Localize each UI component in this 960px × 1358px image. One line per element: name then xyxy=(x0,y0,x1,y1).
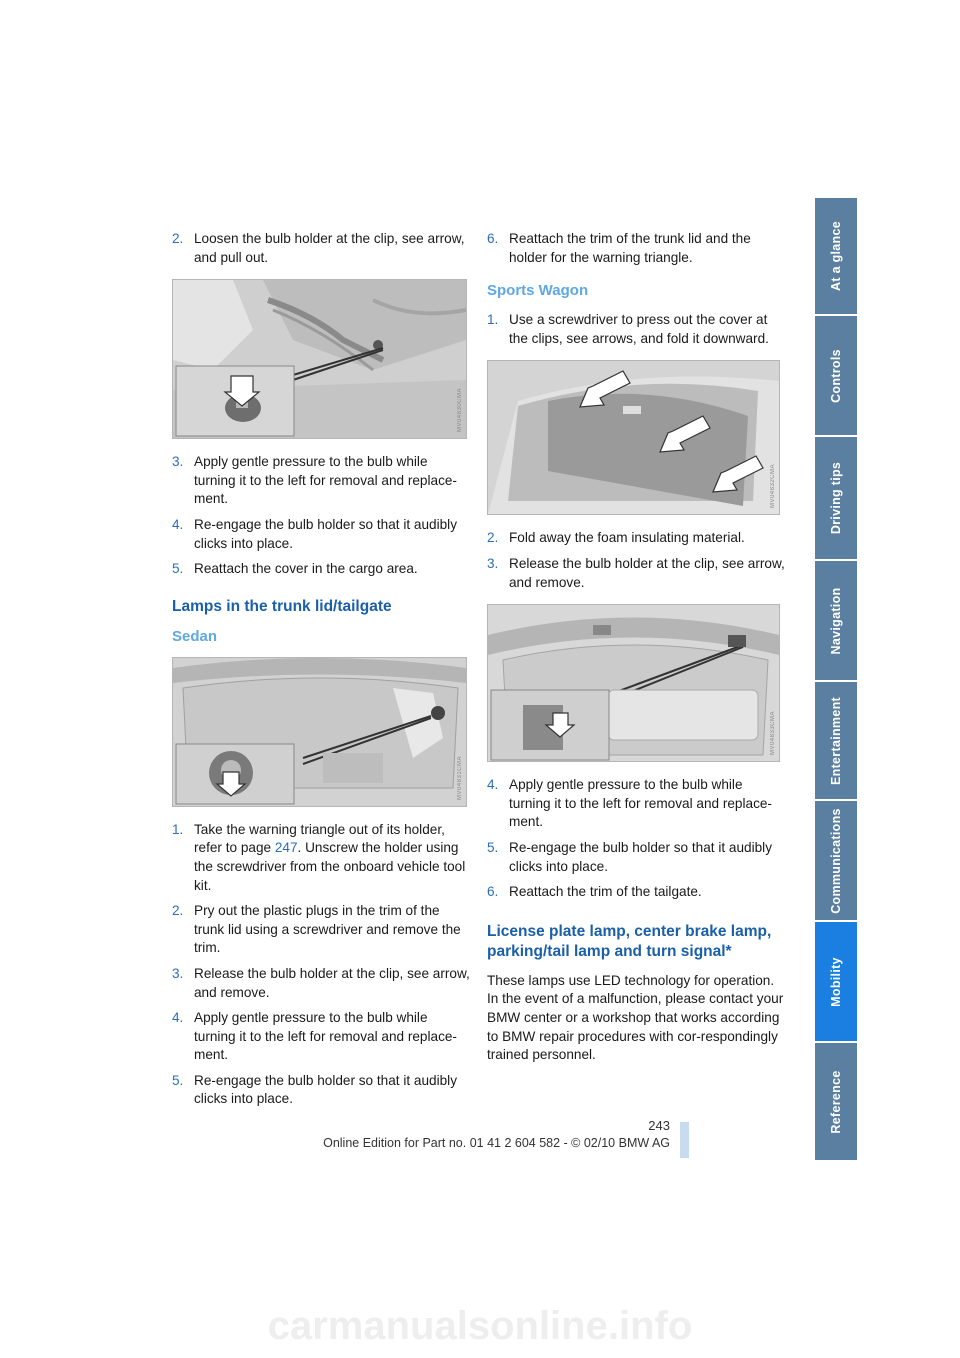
step-item xyxy=(172,516,472,553)
figure-code: MV04832CMA xyxy=(770,464,776,509)
step-text: Apply gentle pressure to the bulb while turning it to the left for removal and replace-ment. xyxy=(509,777,772,830)
figure-code: MV04833CMA xyxy=(770,711,776,756)
step-item xyxy=(487,839,787,876)
tab-label: Reference xyxy=(829,1069,843,1134)
step-text: Apply gentle pressure to the bulb while turning it to the left for removal and replace-ment. xyxy=(194,454,457,507)
trunk-lid-illustration xyxy=(173,658,466,806)
step-item xyxy=(487,883,787,902)
step-text: Use a screwdriver to press out the cover at the clips, see arrows, and fold it downward. xyxy=(509,312,769,346)
step-item xyxy=(172,902,472,958)
tab-mobility[interactable] xyxy=(815,922,857,1043)
tab-at-a-glance[interactable] xyxy=(815,198,857,316)
step-item xyxy=(487,311,787,348)
footer-edition-text: Online Edition for Part no. 01 41 2 604 582 - © 02/10 BMW AG xyxy=(323,1136,670,1150)
step-number: 5. xyxy=(172,1072,184,1088)
step-item xyxy=(487,555,787,592)
tab-entertainment[interactable] xyxy=(815,682,857,801)
tab-label: Communications xyxy=(829,807,843,914)
step-number: 1. xyxy=(487,312,499,328)
footer-accent-bar xyxy=(680,1122,689,1158)
page-link[interactable]: 247 xyxy=(274,840,298,856)
step-item xyxy=(487,230,787,267)
step-text: Fold away the foam insulating material. xyxy=(509,530,745,546)
step-item xyxy=(487,529,787,548)
tab-navigation[interactable] xyxy=(815,561,857,682)
figure-code: MV04831CMA xyxy=(457,755,463,800)
right-column xyxy=(487,230,787,1065)
watermark: carmanualsonline.info xyxy=(267,1304,693,1348)
tailgate-bulb-illustration xyxy=(488,605,779,761)
step-text: Re-engage the bulb holder so that it audibly clicks into place. xyxy=(509,839,772,874)
step-text: Loosen the bulb holder at the clip, see arrow, and pull out. xyxy=(194,231,465,265)
step-number: 4. xyxy=(172,1010,184,1026)
step-text xyxy=(194,821,472,895)
section-heading-lamps: Lamps in the trunk lid/tailgate xyxy=(172,597,392,615)
step-item xyxy=(172,1009,472,1065)
step-number: 4. xyxy=(487,777,499,793)
step-number: 5. xyxy=(487,839,499,855)
step-text: Release the bulb holder at the clip, see arrow, and remove. xyxy=(194,965,470,1000)
step-number: 3. xyxy=(487,555,499,571)
left-column xyxy=(172,230,472,1116)
step-item xyxy=(172,560,472,579)
tab-label: At a glance xyxy=(829,221,843,291)
step-number: 6. xyxy=(487,884,499,900)
figure-wagon-bulb-holder xyxy=(487,604,780,762)
step-item xyxy=(172,965,472,1002)
page-number: 243 xyxy=(648,1118,670,1133)
step-text: Re-engage the bulb holder so that it audibly clicks into place. xyxy=(194,1072,457,1107)
figure-code: MV04830CMA xyxy=(457,388,463,433)
step-number: 3. xyxy=(172,965,184,981)
step-number: 2. xyxy=(172,903,184,919)
figure-bulb-holder-cargo xyxy=(172,279,467,439)
tab-label: Navigation xyxy=(829,587,843,654)
step-number: 3. xyxy=(172,454,184,470)
step-number: 2. xyxy=(487,530,499,546)
step-text: Release the bulb holder at the clip, see arrow, and remove. xyxy=(509,555,785,590)
step-item xyxy=(172,230,472,267)
tab-reference[interactable] xyxy=(815,1043,857,1162)
tab-label: Driving tips xyxy=(829,461,843,535)
step-number: 2. xyxy=(172,231,184,246)
step-item xyxy=(172,453,472,509)
section-heading-license-plate: License plate lamp, center brake lamp, parking/tail lamp and turn signal* xyxy=(487,922,772,960)
step-text-part: Take the warning triangle out of its holder, refer to page xyxy=(194,821,445,856)
step-number: 1. xyxy=(172,821,184,837)
step-text: Pry out the plastic plugs in the trim of the trunk lid using a screwdriver and remove the trim. xyxy=(194,903,461,956)
tab-label: Mobility xyxy=(829,956,843,1007)
step-item xyxy=(172,1072,472,1109)
step-number: 5. xyxy=(172,561,184,577)
tab-controls[interactable] xyxy=(815,316,857,437)
step-text: Apply gentle pressure to the bulb while turning it to the left for removal and replace-ment. xyxy=(194,1010,457,1063)
license-paragraph: These lamps use LED technology for operation. In the event of a malfunction, please contact your BMW center or a workshop that works according to BMW repair procedures with cor-respondingly trained personnel. xyxy=(487,972,784,1063)
step-number: 4. xyxy=(172,516,184,532)
step-text: Reattach the trim of the tailgate. xyxy=(509,884,702,900)
step-text-part: . Unscrew the holder using the screwdriver from the onboard vehicle tool kit. xyxy=(194,840,466,893)
subheading-sports-wagon: Sports Wagon xyxy=(487,282,589,300)
tab-driving-tips[interactable] xyxy=(815,437,857,561)
step-text: Reattach the trim of the trunk lid and the holder for the warning triangle. xyxy=(509,231,751,265)
step-item xyxy=(172,821,472,895)
chapter-tabs xyxy=(815,198,857,1162)
tab-communications[interactable] xyxy=(815,801,857,922)
step-number: 6. xyxy=(487,231,499,246)
tab-label: Entertainment xyxy=(829,696,843,785)
step-text: Re-engage the bulb holder so that it audibly clicks into place. xyxy=(194,516,457,551)
step-item xyxy=(487,776,787,832)
subheading-sedan: Sedan xyxy=(172,627,218,645)
figure-wagon-tailgate-cover xyxy=(487,360,780,515)
figure-sedan-trunk-lid xyxy=(172,657,467,807)
cargo-area-illustration xyxy=(173,280,466,438)
tab-label: Controls xyxy=(829,348,843,403)
step-text: Reattach the cover in the cargo area. xyxy=(194,561,418,577)
tailgate-cover-illustration xyxy=(488,361,779,514)
